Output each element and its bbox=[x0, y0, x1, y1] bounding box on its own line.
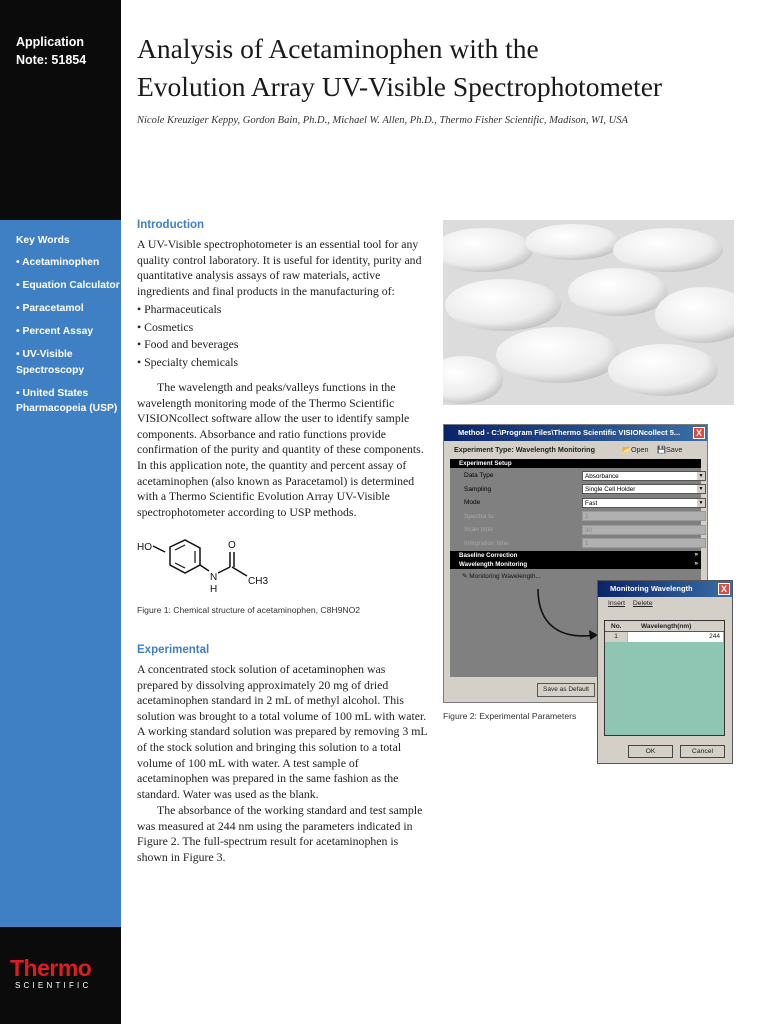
save-button-label: Save bbox=[665, 445, 683, 454]
industry-list bbox=[137, 301, 429, 371]
tablet-shape bbox=[525, 224, 621, 260]
tablets-photo bbox=[443, 220, 734, 405]
experiment-type-bar bbox=[444, 441, 707, 459]
experimental-heading: Experimental bbox=[137, 644, 210, 656]
keyword-item: • United States Pharmacopeia (USP) bbox=[16, 387, 118, 414]
tablet-shape bbox=[613, 228, 723, 272]
bond-line bbox=[200, 565, 209, 571]
mode-row bbox=[450, 496, 704, 510]
list-item: • Specialty chemicals bbox=[137, 354, 239, 369]
keyword-item: • Paracetamol bbox=[16, 303, 84, 314]
dialog-menu bbox=[598, 597, 732, 611]
chevron-right-icon: » bbox=[694, 561, 698, 567]
scan-time-row bbox=[450, 523, 701, 537]
experimental-paragraph-2: The absorbance of the working standard and test sample was measured at 244 nm using the parameters indicated in Figure 2. The full-spectrum result for acetaminophen is shown in Figure 3. bbox=[137, 803, 423, 864]
select-value: Absorbance bbox=[585, 472, 619, 480]
experiment-setup-section[interactable]: Experiment Setup bbox=[450, 459, 701, 468]
figure-1-caption: Figure 1: Chemical structure of acetaminophen, C8H9NO2 bbox=[137, 605, 361, 615]
structure-ch3-label: CH3 bbox=[248, 576, 269, 587]
dialog-title: Monitoring Wavelength bbox=[610, 584, 693, 593]
save-as-default-button[interactable]: Save as Default bbox=[537, 683, 595, 697]
floppy-icon: 💾 bbox=[657, 445, 666, 454]
field-label: Spectra to bbox=[464, 512, 494, 520]
tablet-shape bbox=[496, 327, 620, 383]
chevron-down-icon[interactable]: ▼ bbox=[698, 486, 704, 492]
wavelength-table bbox=[604, 620, 725, 736]
title-line-1: Analysis of Acetaminophen with the bbox=[137, 33, 539, 64]
list-item: • Food and beverages bbox=[137, 337, 239, 352]
column-header-wavelength: Wavelength(nm) bbox=[641, 623, 692, 630]
introduction-heading: Introduction bbox=[137, 219, 205, 231]
chevron-right-icon: » bbox=[694, 552, 698, 558]
title-line-2: Evolution Array UV-Visible Spectrophotometer bbox=[137, 71, 663, 102]
structure-o-label: O bbox=[228, 540, 236, 551]
authors-line: Nicole Kreuziger Keppy, Gordon Bain, Ph.D., Michael W. Allen, Ph.D., Thermo Fisher Scientific, Madison, WI, USA bbox=[137, 115, 628, 126]
tablet-shape bbox=[445, 279, 561, 331]
baseline-correction-section[interactable] bbox=[450, 551, 701, 560]
dialog-titlebar[interactable] bbox=[598, 581, 732, 597]
folder-icon: 📂 bbox=[622, 445, 631, 454]
keyword-item: • Equation Calculator bbox=[16, 280, 120, 291]
tablet-shape bbox=[568, 268, 668, 316]
close-icon[interactable]: X bbox=[718, 583, 730, 595]
open-button-label: Open bbox=[630, 445, 649, 454]
spectra-input: 1 bbox=[582, 511, 706, 521]
bond-line bbox=[232, 567, 247, 576]
logo-wordmark: Thermo bbox=[10, 955, 92, 981]
section-label: Wavelength Monitoring bbox=[459, 561, 528, 568]
link-label: Monitoring Wavelength... bbox=[469, 573, 541, 580]
introduction-paragraph-2: The wavelength and peaks/valleys functions in the wavelength monitoring mode of the Thermo Scientific VISIONcollect software allow the user to identify sample components. Absorbance and ratio functions provide confirmation of the purity and quantity of these components. In this application note, the quantity and percent assay of acetaminophen (also known as Paracetamol) is determined with a Thermo Scientific Evolution Array UV-Visible spectrophotometer according to USP methods. bbox=[137, 380, 424, 519]
field-label: Sampling bbox=[464, 485, 492, 493]
experiment-type-label: Experiment Type: Wavelength Monitoring bbox=[454, 445, 595, 454]
sampling-select[interactable] bbox=[582, 484, 706, 494]
tablet-shape bbox=[608, 344, 718, 396]
ok-button[interactable]: OK bbox=[628, 745, 673, 758]
structure-h-label: H bbox=[210, 584, 218, 595]
experiment-setup-panel bbox=[450, 468, 704, 551]
wavelength-monitoring-section[interactable] bbox=[450, 560, 701, 569]
structure-ho-label: HO bbox=[137, 542, 152, 553]
row-number: 1 bbox=[605, 632, 627, 642]
delete-menu-item[interactable]: Delete bbox=[632, 600, 653, 607]
pencil-icon: ✎ bbox=[462, 573, 468, 580]
open-button[interactable] bbox=[622, 441, 649, 459]
field-label: Integration time bbox=[464, 539, 509, 547]
save-button[interactable] bbox=[657, 441, 682, 459]
scan-time-input: 30 bbox=[582, 525, 706, 535]
introduction-paragraph-1: A UV-Visible spectrophotometer is an essential tool for any quality control laboratory. It is useful for identity, purity and quantitative analysis assays of raw materials, active ingredients and final products in the manufacturing of: bbox=[137, 237, 422, 298]
section-label: Baseline Correction bbox=[459, 552, 518, 559]
select-value: Single Cell Holder bbox=[585, 486, 636, 493]
figure-2-caption: Figure 2: Experimental Parameters bbox=[443, 711, 577, 721]
cancel-button[interactable]: Cancel bbox=[680, 745, 725, 758]
data-type-row bbox=[450, 469, 704, 483]
experimental-paragraph-1: A concentrated stock solution of acetaminophen was prepared by dissolving approximately 20 mg of dried acetaminophen standard in 2 mL of methyl alcohol. This solution was brought to a total volume of 100 mL with water. A working standard solution was prepared by removing 3 mL of the stock solution and bringing this solution to a total volume of 100 mL with water. A test sample of acetaminophen was prepared in the same fashion as the standard. Water was used as the blank. bbox=[137, 662, 428, 801]
monitoring-wavelength-link[interactable] bbox=[462, 572, 541, 580]
table-row[interactable] bbox=[605, 632, 724, 642]
insert-menu-item[interactable]: Insert bbox=[608, 600, 625, 607]
bond-line bbox=[175, 545, 185, 550]
field-label: Data Type bbox=[464, 472, 494, 479]
keyword-item: • Percent Assay bbox=[16, 326, 94, 337]
keywords-list bbox=[16, 235, 120, 424]
field-label: Mode bbox=[464, 499, 481, 506]
callout-arrow bbox=[520, 585, 605, 645]
chevron-down-icon[interactable]: ▼ bbox=[698, 472, 704, 479]
list-item: • Pharmaceuticals bbox=[137, 302, 222, 316]
spectra-row bbox=[450, 510, 701, 524]
arrow-curve bbox=[538, 589, 596, 636]
method-window-titlebar[interactable] bbox=[444, 425, 707, 441]
integration-time-input: 1 bbox=[582, 538, 706, 548]
keywords-title: Key Words bbox=[16, 235, 70, 246]
logo-subtitle: SCIENTIFIC bbox=[15, 981, 92, 990]
column-header-no: No. bbox=[611, 623, 622, 630]
bond-line bbox=[153, 546, 165, 552]
chevron-down-icon[interactable]: ▼ bbox=[698, 499, 704, 506]
thermo-scientific-logo bbox=[10, 956, 114, 990]
select-value: Fast bbox=[585, 499, 598, 507]
integration-time-row bbox=[450, 537, 701, 551]
bond-line bbox=[175, 563, 185, 568]
method-window-title: Method - C:\Program Files\Thermo Scientific VISIONcollect 5... bbox=[458, 428, 681, 437]
acetaminophen-structure bbox=[137, 534, 297, 602]
bond-line bbox=[218, 567, 230, 573]
list-item: • Cosmetics bbox=[137, 319, 194, 334]
application-note-label: Application Note: 51854 bbox=[16, 35, 87, 67]
field-label: Scan time bbox=[464, 526, 493, 533]
sampling-row bbox=[450, 483, 704, 497]
mode-select[interactable] bbox=[582, 498, 706, 508]
close-icon[interactable]: X bbox=[693, 427, 705, 439]
table-header bbox=[605, 621, 724, 632]
data-type-select[interactable] bbox=[582, 471, 706, 481]
wavelength-cell[interactable]: 244 bbox=[628, 632, 723, 642]
document-title bbox=[137, 30, 757, 106]
keyword-item: • UV-Visible Spectroscopy bbox=[16, 349, 85, 376]
monitoring-wavelength-dialog bbox=[597, 580, 733, 764]
keyword-item: • Acetaminophen bbox=[16, 257, 100, 268]
structure-n-label: N bbox=[210, 572, 218, 583]
